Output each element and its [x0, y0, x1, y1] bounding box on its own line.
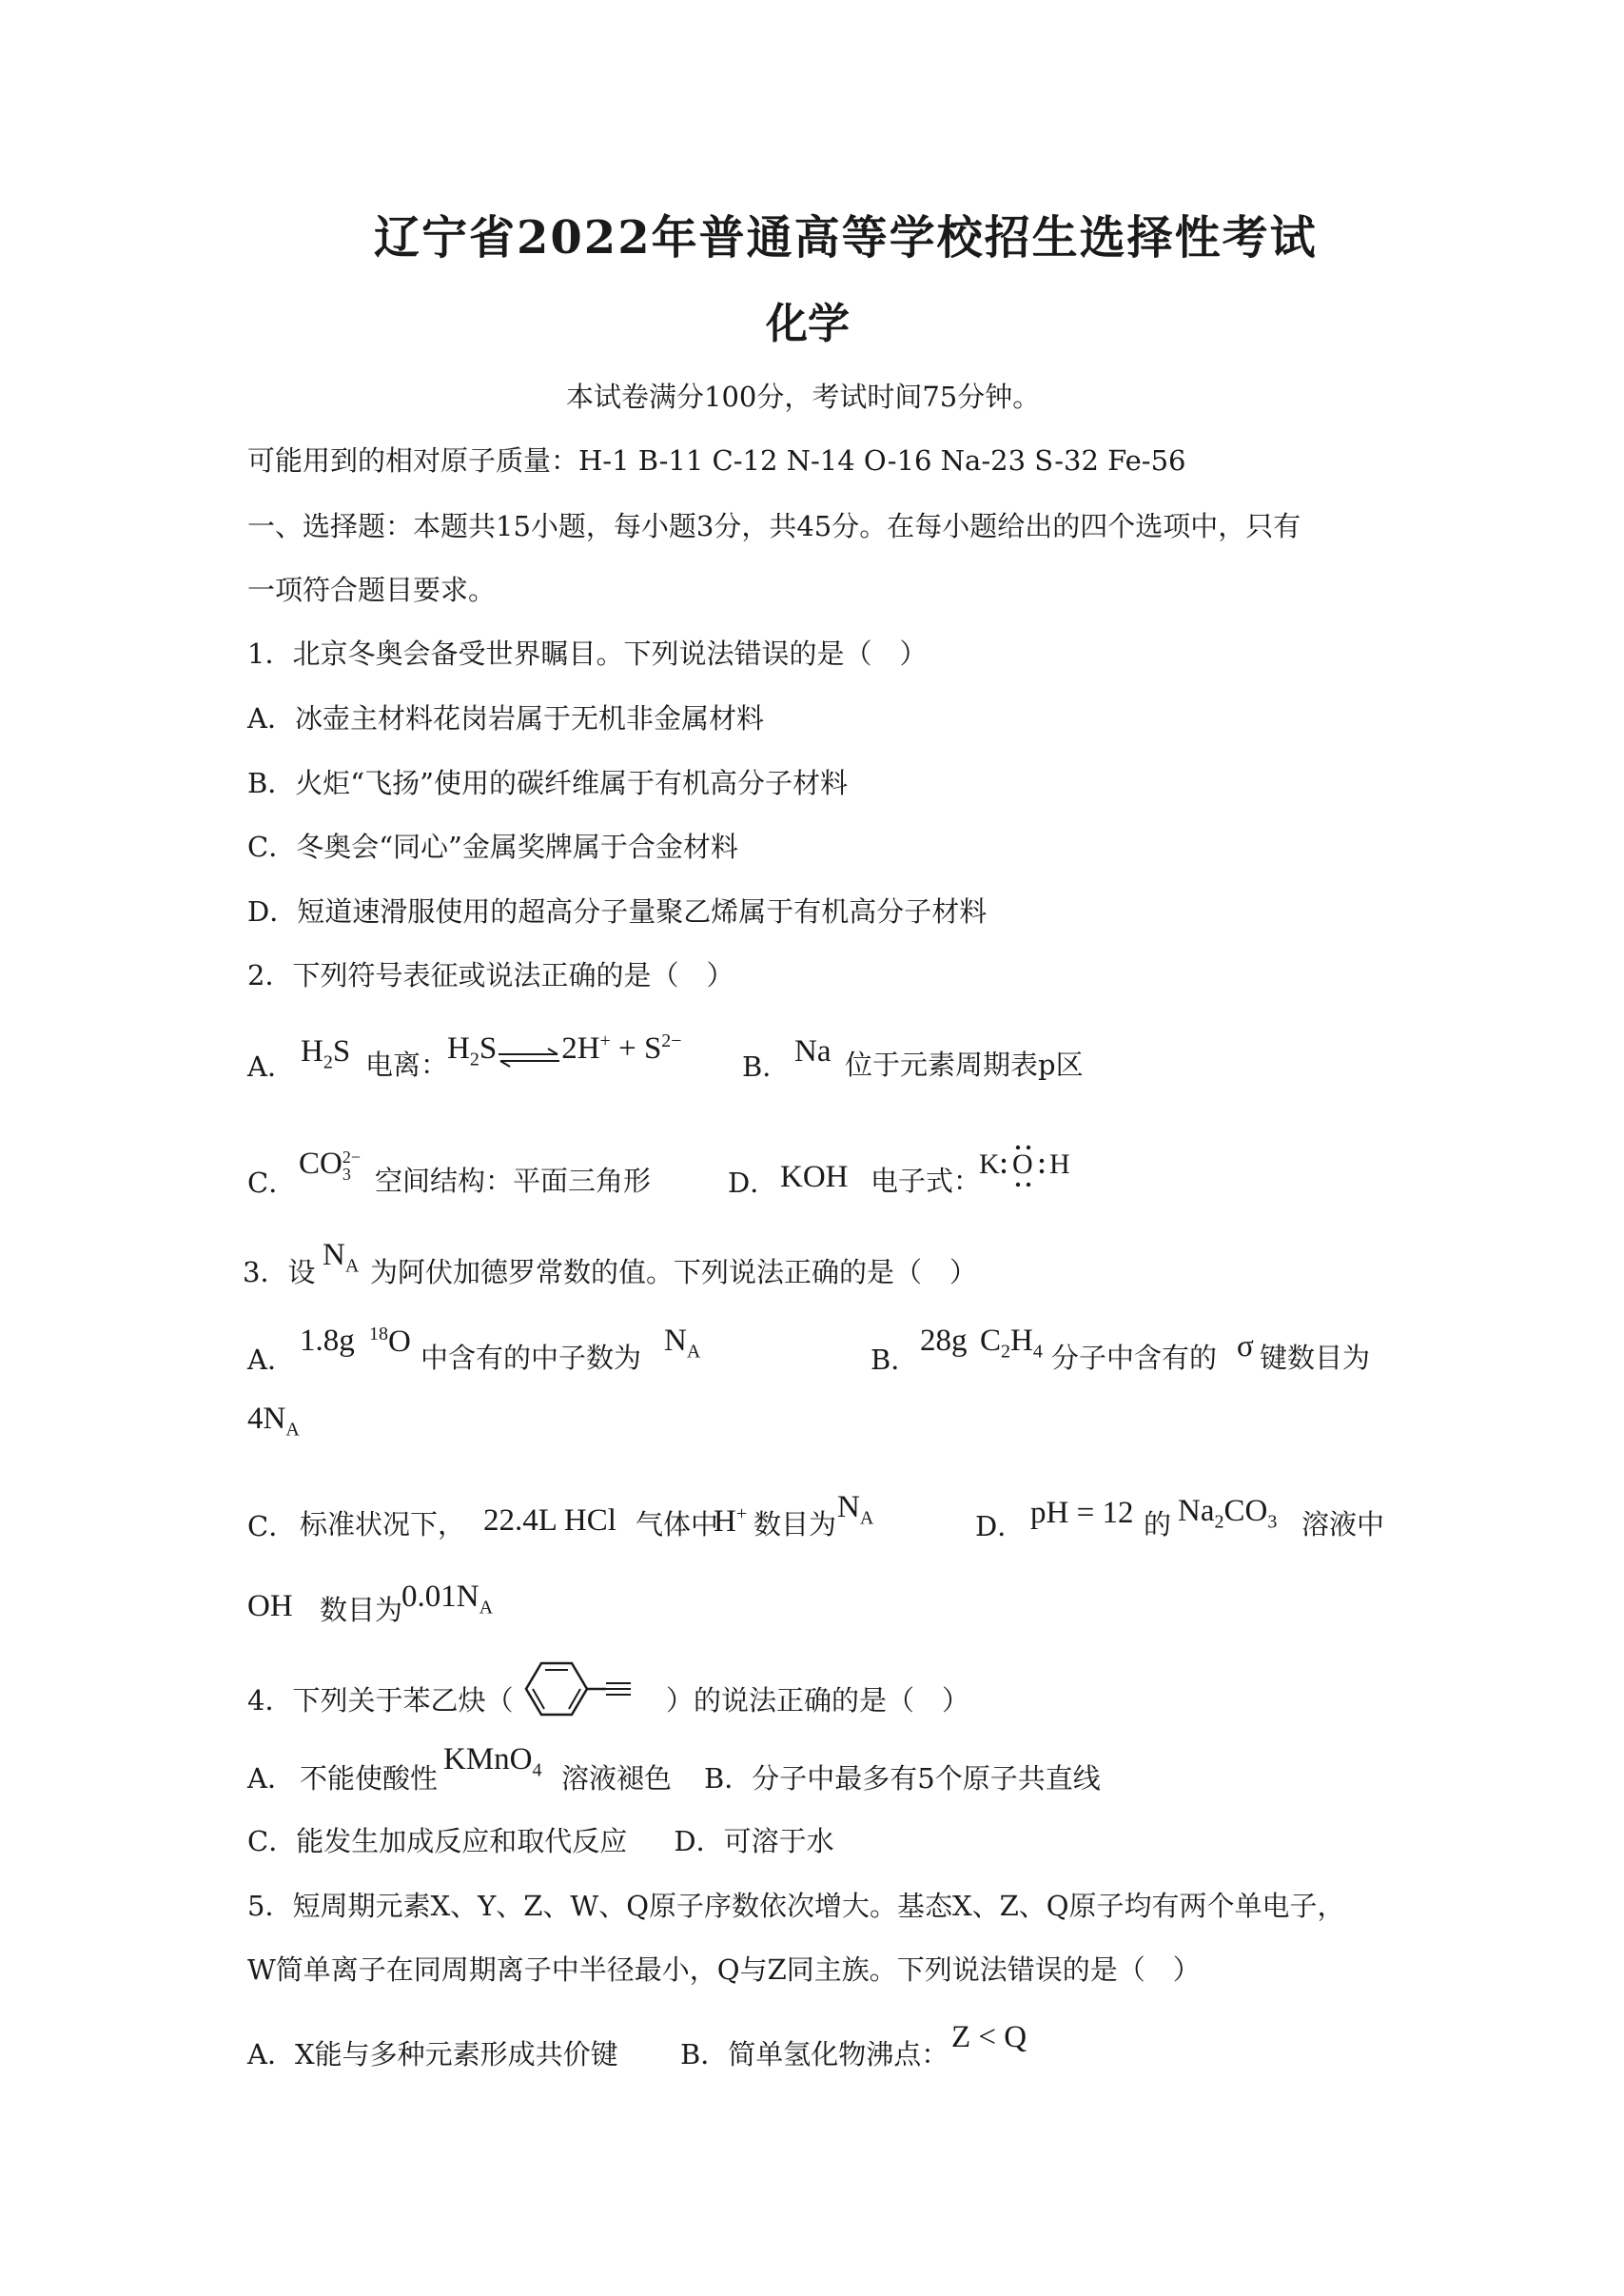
- q4-option-b: B．分子中最多有5个原子共直线: [704, 1762, 1101, 1795]
- option-label: B．: [871, 1344, 919, 1376]
- comparison-formula: Z < Q: [951, 2020, 1027, 2054]
- formula-na: Na: [794, 1034, 832, 1069]
- formula-text: KMnO: [443, 1742, 533, 1776]
- formula-co3: CO 2− 3: [299, 1147, 361, 1185]
- value-0-01na: $0.01N_A$: [401, 1580, 494, 1619]
- q5-stem-2: W简单离子在同周期离子中半径最小，Q与Z同主族。下列说法错误的是（ ）: [247, 1953, 1201, 1986]
- formula-h2s: $H_2S$: [301, 1034, 351, 1073]
- atomic-mass-line: 可能用到的相对原子质量：H-1 B-11 C-12 N-14 O-16 Na-23 S-32 Fe-56: [247, 444, 1186, 477]
- q3-c-text: 标准状况下，: [300, 1508, 466, 1540]
- option-label: D．: [728, 1167, 778, 1199]
- ionization-equation: $H_2S$ $2H^+ + S^{2-}$: [447, 1030, 682, 1070]
- svg-text:K: K: [979, 1148, 1000, 1180]
- q3-c-text-3: 数目为: [753, 1508, 837, 1540]
- formula-koh: KOH: [780, 1160, 849, 1194]
- subject-title: 化学: [766, 300, 850, 348]
- exam-title: 辽宁省2022年普通高等学校招生选择性考试: [374, 211, 1318, 265]
- q4-a-text-2: 溶液褪色: [561, 1762, 673, 1795]
- formula-c2h4: $C_2H_4$: [980, 1324, 1043, 1363]
- q5-option-b: B．简单氢化物沸点：: [680, 2038, 949, 2070]
- q4-stem-pre: 4．下列关于苯乙炔（: [247, 1684, 514, 1717]
- q4-stem-post: ）的说法正确的是（ ）: [666, 1684, 970, 1717]
- exam-note: 本试卷满分100分，考试时间75分钟。: [566, 381, 1041, 413]
- option-label: C．: [247, 1167, 297, 1199]
- q5-stem-1: 5．短周期元素X、Y、Z、W、Q原子序数依次增大。基态X、Z、Q原子均有两个单电子，: [247, 1890, 1345, 1922]
- sigma-symbol: σ: [1237, 1329, 1254, 1364]
- q2-stem: 2．下列符号表征或说法正确的是（ ）: [247, 959, 734, 991]
- isotope-o18: $^{18}$O: [369, 1324, 411, 1359]
- ion-h-plus: H+: [714, 1503, 748, 1539]
- q3-stem-post: 为阿伏加德罗常数的值。下列说法正确的是（ ）: [370, 1256, 978, 1288]
- q4-a-text: 不能使酸性: [300, 1762, 439, 1795]
- q2-b-text: 位于元素周期表p区: [845, 1049, 1084, 1081]
- q3-d-text: 的: [1144, 1508, 1172, 1540]
- value-4na: 4N: [247, 1402, 286, 1436]
- q1-option-d: D．短道速滑服使用的超高分子量聚乙烯属于有机高分子材料: [247, 895, 988, 928]
- q1-option-a: A．冰壶主材料花岗岩属于无机非金属材料: [247, 702, 764, 735]
- option-label: B．: [742, 1050, 791, 1083]
- option-label: D．: [975, 1510, 1026, 1542]
- volume-hcl: 22.4L HCl: [483, 1503, 616, 1538]
- svg-text:O: O: [1012, 1148, 1033, 1180]
- symbol-na: $N_A$: [664, 1324, 701, 1363]
- equilibrium-arrow-icon: [497, 1040, 561, 1061]
- value-text: 0.01N: [401, 1580, 479, 1614]
- q1-option-c: C．冬奥会“同心”金属奖牌属于合金材料: [247, 831, 738, 863]
- q3-d-cont-text: 数目为: [320, 1594, 403, 1626]
- q3-b-text: 分子中含有的: [1051, 1342, 1218, 1374]
- formula-na2co3: $Na_2CO_3$: [1178, 1494, 1278, 1533]
- ph-value: pH = 12: [1030, 1496, 1134, 1530]
- q1-stem: 1．北京冬奥会备受世界瞩目。下列说法错误的是（ ）: [247, 638, 928, 670]
- symbol-na: $N_A$: [837, 1490, 874, 1529]
- option-label: A．: [247, 1050, 295, 1083]
- q3-d-text-2: 溶液中: [1301, 1508, 1385, 1540]
- section-instruction-1: 一、选择题：本题共15小题，每小题3分，共45分。在每小题给出的四个选项中，只有: [247, 510, 1301, 542]
- q3-b-text-2: 键数目为: [1260, 1342, 1371, 1374]
- q3-a-text: 中含有的中子数为: [421, 1342, 642, 1374]
- q1-option-b: B．火炬“飞扬”使用的碳纤维属于有机高分子材料: [247, 767, 848, 799]
- ion-oh: OH: [247, 1589, 293, 1623]
- option-label: A．: [247, 1762, 295, 1795]
- q2-c-text: 空间结构：平面三角形: [375, 1165, 652, 1197]
- electron-formula-koh: [975, 1132, 1080, 1199]
- svg-text:H: H: [1049, 1148, 1070, 1180]
- mass-value: 1.8g: [300, 1324, 355, 1358]
- symbol-na: $N_A$: [323, 1238, 360, 1277]
- q4-option-c-d: [247, 1825, 834, 1858]
- q4-option-c: C．能发生加成反应和取代反应: [247, 1825, 628, 1857]
- option-label: C．: [247, 1510, 297, 1542]
- section-instruction-2: 一项符合题目要求。: [247, 574, 497, 606]
- q2-d-text: 电子式：: [871, 1165, 982, 1197]
- phenylacetylene-structure: [509, 1656, 652, 1722]
- q3-c-text-2: 气体中: [636, 1508, 719, 1540]
- q2-a-text: 电离：: [365, 1049, 449, 1081]
- option-label: A．: [247, 1344, 295, 1376]
- q4-option-d: D．可溶于水: [674, 1825, 834, 1857]
- q5-option-a: A．X能与多种元素形成共价键: [247, 2038, 618, 2070]
- q3-option-b-continued: $4N_A$: [247, 1402, 300, 1441]
- q3-stem-pre: 3．设: [243, 1256, 316, 1288]
- formula-kmno4: KMnO$_4$: [443, 1742, 542, 1781]
- mass-value: 28g: [920, 1324, 968, 1358]
